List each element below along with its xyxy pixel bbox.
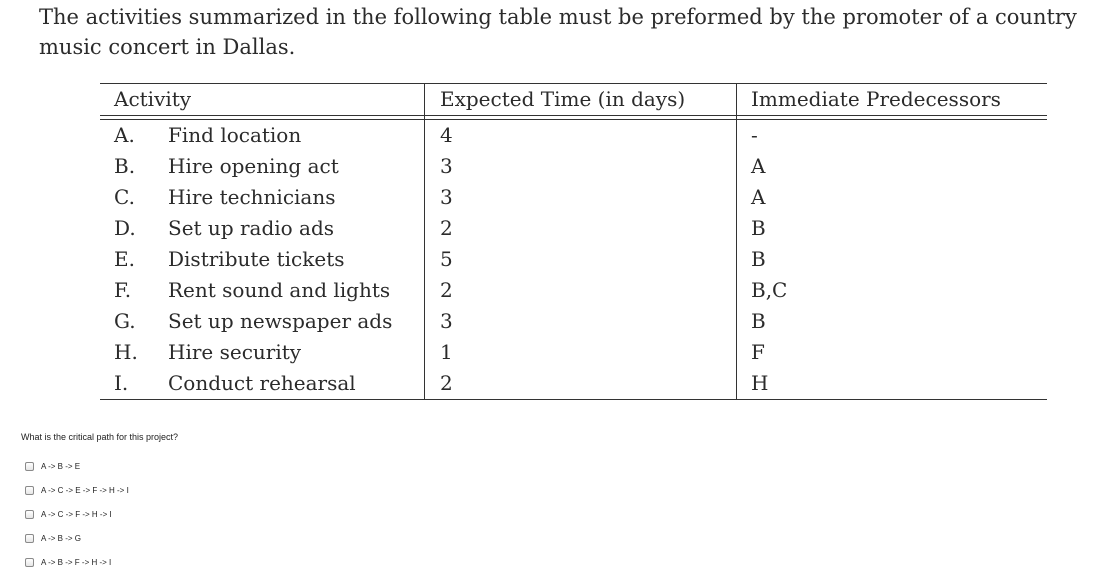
predecessors-cell: A — [751, 154, 766, 178]
answer-checkbox[interactable] — [25, 510, 34, 519]
activity-cell — [100, 368, 425, 400]
activity-letter: C. — [114, 185, 135, 209]
table-row — [100, 337, 1047, 368]
activity-name: Set up radio ads — [168, 216, 335, 240]
expected-time-cell: 3 — [425, 151, 737, 182]
activity-name: Set up newspaper ads — [168, 309, 393, 333]
header-activity: Activity — [100, 84, 425, 116]
activity-cell — [100, 151, 425, 182]
table-row — [100, 368, 1047, 400]
expected-time-cell: 3 — [425, 182, 737, 213]
predecessors-cell: H — [737, 368, 1048, 400]
answer-checkbox[interactable] — [25, 558, 34, 567]
activity-letter: D. — [114, 216, 136, 240]
predecessors-cell: - — [751, 123, 758, 147]
header-predecessors: Immediate Predecessors — [737, 84, 1048, 116]
answer-option[interactable] — [25, 454, 129, 478]
answer-checkbox[interactable] — [25, 534, 34, 543]
activity-cell — [100, 337, 425, 368]
problem-statement: The activities summarized in the following table must be preformed by the promoter of a country music concert in Dallas. — [39, 5, 1077, 59]
expected-time-cell: 1 — [425, 337, 737, 368]
activity-cell — [100, 306, 425, 337]
activity-table — [100, 83, 1047, 400]
activity-name: Hire security — [168, 340, 302, 364]
answer-checkbox[interactable] — [25, 462, 34, 471]
predecessors-cell: F — [751, 340, 765, 364]
activity-name: Hire technicians — [168, 185, 336, 209]
answer-options — [25, 454, 129, 574]
answer-option-label: A -> B -> E — [41, 461, 81, 471]
question-text: What is the critical path for this project? — [21, 432, 179, 442]
expected-time-cell: 2 — [425, 275, 737, 306]
predecessors-cell: B — [751, 309, 766, 333]
activity-name: Rent sound and lights — [168, 278, 391, 302]
activity-cell — [100, 213, 425, 244]
expected-time-cell: 2 — [425, 213, 737, 244]
answer-option-label: A -> B -> G — [41, 533, 82, 543]
table-row — [100, 151, 1047, 182]
activity-cell — [100, 275, 425, 306]
answer-option[interactable] — [25, 502, 129, 526]
answer-option[interactable] — [25, 526, 129, 550]
activity-letter: G. — [114, 309, 136, 333]
expected-time-cell: 5 — [425, 244, 737, 275]
expected-time-cell: 3 — [425, 306, 737, 337]
answer-option-label: A -> C -> F -> H -> I — [41, 509, 112, 519]
activity-letter: B. — [114, 154, 136, 178]
table-row — [100, 213, 1047, 244]
activity-letter: E. — [114, 247, 135, 271]
header-expected-time: Expected Time (in days) — [425, 84, 737, 116]
table-row — [100, 275, 1047, 306]
activity-cell — [100, 182, 425, 213]
answer-option-label: A -> C -> E -> F -> H -> I — [41, 485, 129, 495]
activity-letter: F. — [114, 278, 132, 302]
activity-name: Distribute tickets — [168, 247, 345, 271]
table-row — [100, 306, 1047, 337]
activity-cell — [100, 244, 425, 275]
activity-letter: I. — [114, 371, 129, 395]
expected-time-cell: 2 — [425, 368, 737, 400]
activity-letter: H. — [114, 340, 138, 364]
predecessors-cell: B — [751, 216, 766, 240]
activity-cell — [100, 120, 425, 152]
activity-name: Conduct rehearsal — [168, 371, 356, 395]
activity-letter: A. — [114, 123, 135, 147]
table-row — [100, 244, 1047, 275]
answer-option-label: A -> B -> F -> H -> I — [41, 557, 112, 567]
predecessors-cell: B,C — [751, 278, 788, 302]
activity-name: Hire opening act — [168, 154, 339, 178]
activity-name: Find location — [168, 123, 302, 147]
answer-option[interactable] — [25, 550, 129, 574]
activity-table-body — [100, 120, 1047, 400]
predecessors-cell: B — [751, 247, 766, 271]
predecessors-cell: A — [751, 185, 766, 209]
expected-time-cell: 4 — [425, 120, 737, 152]
table-row — [100, 182, 1047, 213]
table-row — [100, 120, 1047, 152]
answer-option[interactable] — [25, 478, 129, 502]
answer-checkbox[interactable] — [25, 486, 34, 495]
